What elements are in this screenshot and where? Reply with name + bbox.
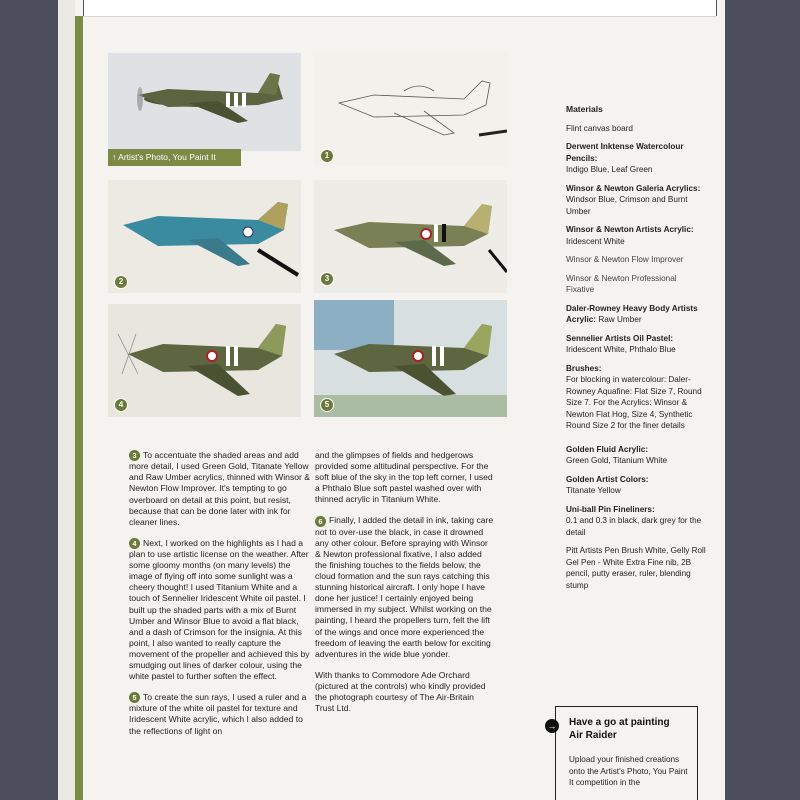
- material-text: Winsor & Newton Flow Improver: [566, 255, 684, 264]
- paragraph-text: Finally, I added the detail in ink, taking care not to over-use the black, in case it drowned any other colour. Before spraying with Winsor & Newton professional fixative, I also added the finishing touches to the fields below, the cloud formation and the sun rays catching this stunning historical aircraft. I only hope I have done her justice! I certainly enjoyed being immersed in my subject. Whilst working on the painting, I heard the propellers turn, felt the lift of the wings and once more experienced the freedom of leaving the earth below for exciting adventures in the wide blue yonder.: [315, 515, 494, 659]
- paragraph-text: With thanks to Commodore Ade Orchard (pictured at the controls) who kindly provided the photograph courtesy of The Air-Britain Trust Ltd.: [315, 669, 486, 714]
- material-item: [566, 444, 706, 467]
- material-item: [566, 123, 706, 135]
- caption-text: Artist's Photo, You Paint It: [118, 152, 216, 162]
- article-column-2: [315, 450, 495, 724]
- material-brand: Sennelier Artists Oil Pastel:: [566, 333, 674, 343]
- material-text: Windsor Blue, Crimson and Burnt Umber: [566, 195, 688, 216]
- material-text: Pitt Artists Pen Brush White, Gelly Roll Gel Pen - White Extra Fine nib, 2B pencil, putty eraser, ruler, blending stump: [566, 546, 706, 590]
- material-item: [566, 504, 706, 539]
- material-text: Iridescent White, Phthalo Blue: [566, 345, 676, 354]
- material-text: Flint canvas board: [566, 123, 633, 133]
- material-brand: Daler-Rowney Heavy Body Artists Acrylic:: [566, 303, 698, 324]
- material-text: Raw Umber: [598, 315, 642, 324]
- step-number: 4: [129, 538, 140, 549]
- reference-photo: [108, 53, 301, 151]
- material-brand: Brushes:: [566, 363, 602, 373]
- materials-heading: Materials: [566, 104, 603, 114]
- paragraph-text: To create the sun rays, I used a ruler and a mixture of the white oil pastel for texture and Iridescent White acrylic, which I also added to the reflections of light on: [129, 692, 307, 736]
- paragraph: [129, 692, 313, 737]
- step-1-sketch: [314, 53, 507, 166]
- step-5-painting: [314, 300, 507, 417]
- material-item: [566, 141, 706, 176]
- photo-caption: [108, 149, 241, 166]
- paragraph: [315, 450, 495, 505]
- page-top-strip: [83, 0, 716, 17]
- step-badge: 5: [320, 398, 334, 412]
- paragraph: [129, 450, 313, 528]
- material-brand: Golden Artist Colors:: [566, 474, 649, 484]
- accent-bar: [75, 16, 83, 800]
- step-2-painting: [108, 180, 301, 293]
- material-text: Iridescent White: [566, 236, 625, 246]
- step-badge: 4: [114, 398, 128, 412]
- material-item: [566, 224, 706, 247]
- material-text: Winsor & Newton Professional Fixative: [566, 273, 677, 294]
- material-item: [566, 303, 706, 326]
- material-item: [566, 273, 706, 296]
- material-text: 0.1 and 0.3 in black, dark grey for the detail: [566, 516, 702, 537]
- step-4-painting: [108, 304, 301, 417]
- paragraph-text: To accentuate the shaded areas and add more detail, I used Green Gold, Titanate Yellow and Raw Umber acrylics, thinned with Winsor & Newton Flow Improver. It's tempting to go overboard on detail at this point, but resist, because that can be done later with ink for cleaner lines.: [129, 450, 311, 527]
- paragraph: [129, 538, 313, 682]
- paragraph-text: Next, I worked on the highlights as I had a plan to use artistic license on the weather. After some gloomy months (on many levels) the image of flying off into some sunlight was a cheery thought! I used Titanium White and a touch of Sennelier Iridescent White oil pastel. I built up the shaded parts with a mix of Burnt Umber and Winsor Blue to avoid a flat black, and a dash of Crimson for the insignia. At this point, I also wanted to really capture the movement of the propeller and achieved this by smudging out lines of darker colour, using the white pastel to further soften the effect.: [129, 537, 310, 682]
- promo-text: Upload your finished creations onto the Artist's Photo, You Paint It competition in the: [569, 755, 688, 787]
- arrow-up-icon: ↑: [112, 152, 117, 162]
- material-text: Titanate Yellow: [566, 486, 621, 495]
- material-item: [566, 254, 706, 266]
- paragraph: [315, 670, 495, 714]
- paragraph: [315, 515, 495, 659]
- material-brand: Golden Fluid Acrylic:: [566, 444, 649, 454]
- step-number: 5: [129, 692, 140, 703]
- material-brand: Winsor & Newton Galeria Acrylics:: [566, 183, 701, 193]
- material-item: [566, 183, 706, 218]
- material-item: [566, 474, 706, 497]
- material-item: [566, 333, 706, 356]
- material-text: For blocking in watercolour: Daler-Rowney Aquafine: Flat Size 7, Round Size 7. For the Acrylics: Winsor & Newton Flat Hog, Size 4, Synthetic Round Size 2 for the finer details: [566, 375, 702, 430]
- crop-mark-right: [716, 0, 717, 16]
- step-number: 6: [315, 516, 326, 527]
- paragraph-text: and the glimpses of fields and hedgerows provided some altitudinal perspective. For the soft blue of the sky in the top left corner, I used a Phthalo Blue soft pastel washed over with thinned acrylic in Titanium White.: [315, 450, 493, 505]
- promo-title: Have a go at painting Air Raider: [569, 717, 670, 741]
- step-badge: 2: [114, 275, 128, 289]
- step-badge: 3: [320, 272, 334, 286]
- step-3-painting: [314, 180, 507, 293]
- arrow-right-icon: →: [545, 719, 559, 733]
- material-item: [566, 545, 706, 591]
- step-badge: 1: [320, 149, 334, 163]
- article-column-1: [129, 450, 313, 747]
- step-number: 3: [129, 450, 140, 461]
- material-brand: Derwent Inktense Watercolour Pencils:: [566, 142, 684, 163]
- material-text: Green Gold, Titanium White: [566, 456, 668, 465]
- material-text: Indigo Blue, Leaf Green: [566, 165, 653, 174]
- page-edge: [58, 0, 75, 800]
- material-brand: Winsor & Newton Artists Acrylic:: [566, 225, 694, 234]
- material-item: [566, 363, 706, 432]
- materials-sidebar: [566, 104, 706, 598]
- material-brand: Uni-ball Pin Fineliners:: [566, 504, 655, 514]
- crop-mark-left: [83, 0, 84, 16]
